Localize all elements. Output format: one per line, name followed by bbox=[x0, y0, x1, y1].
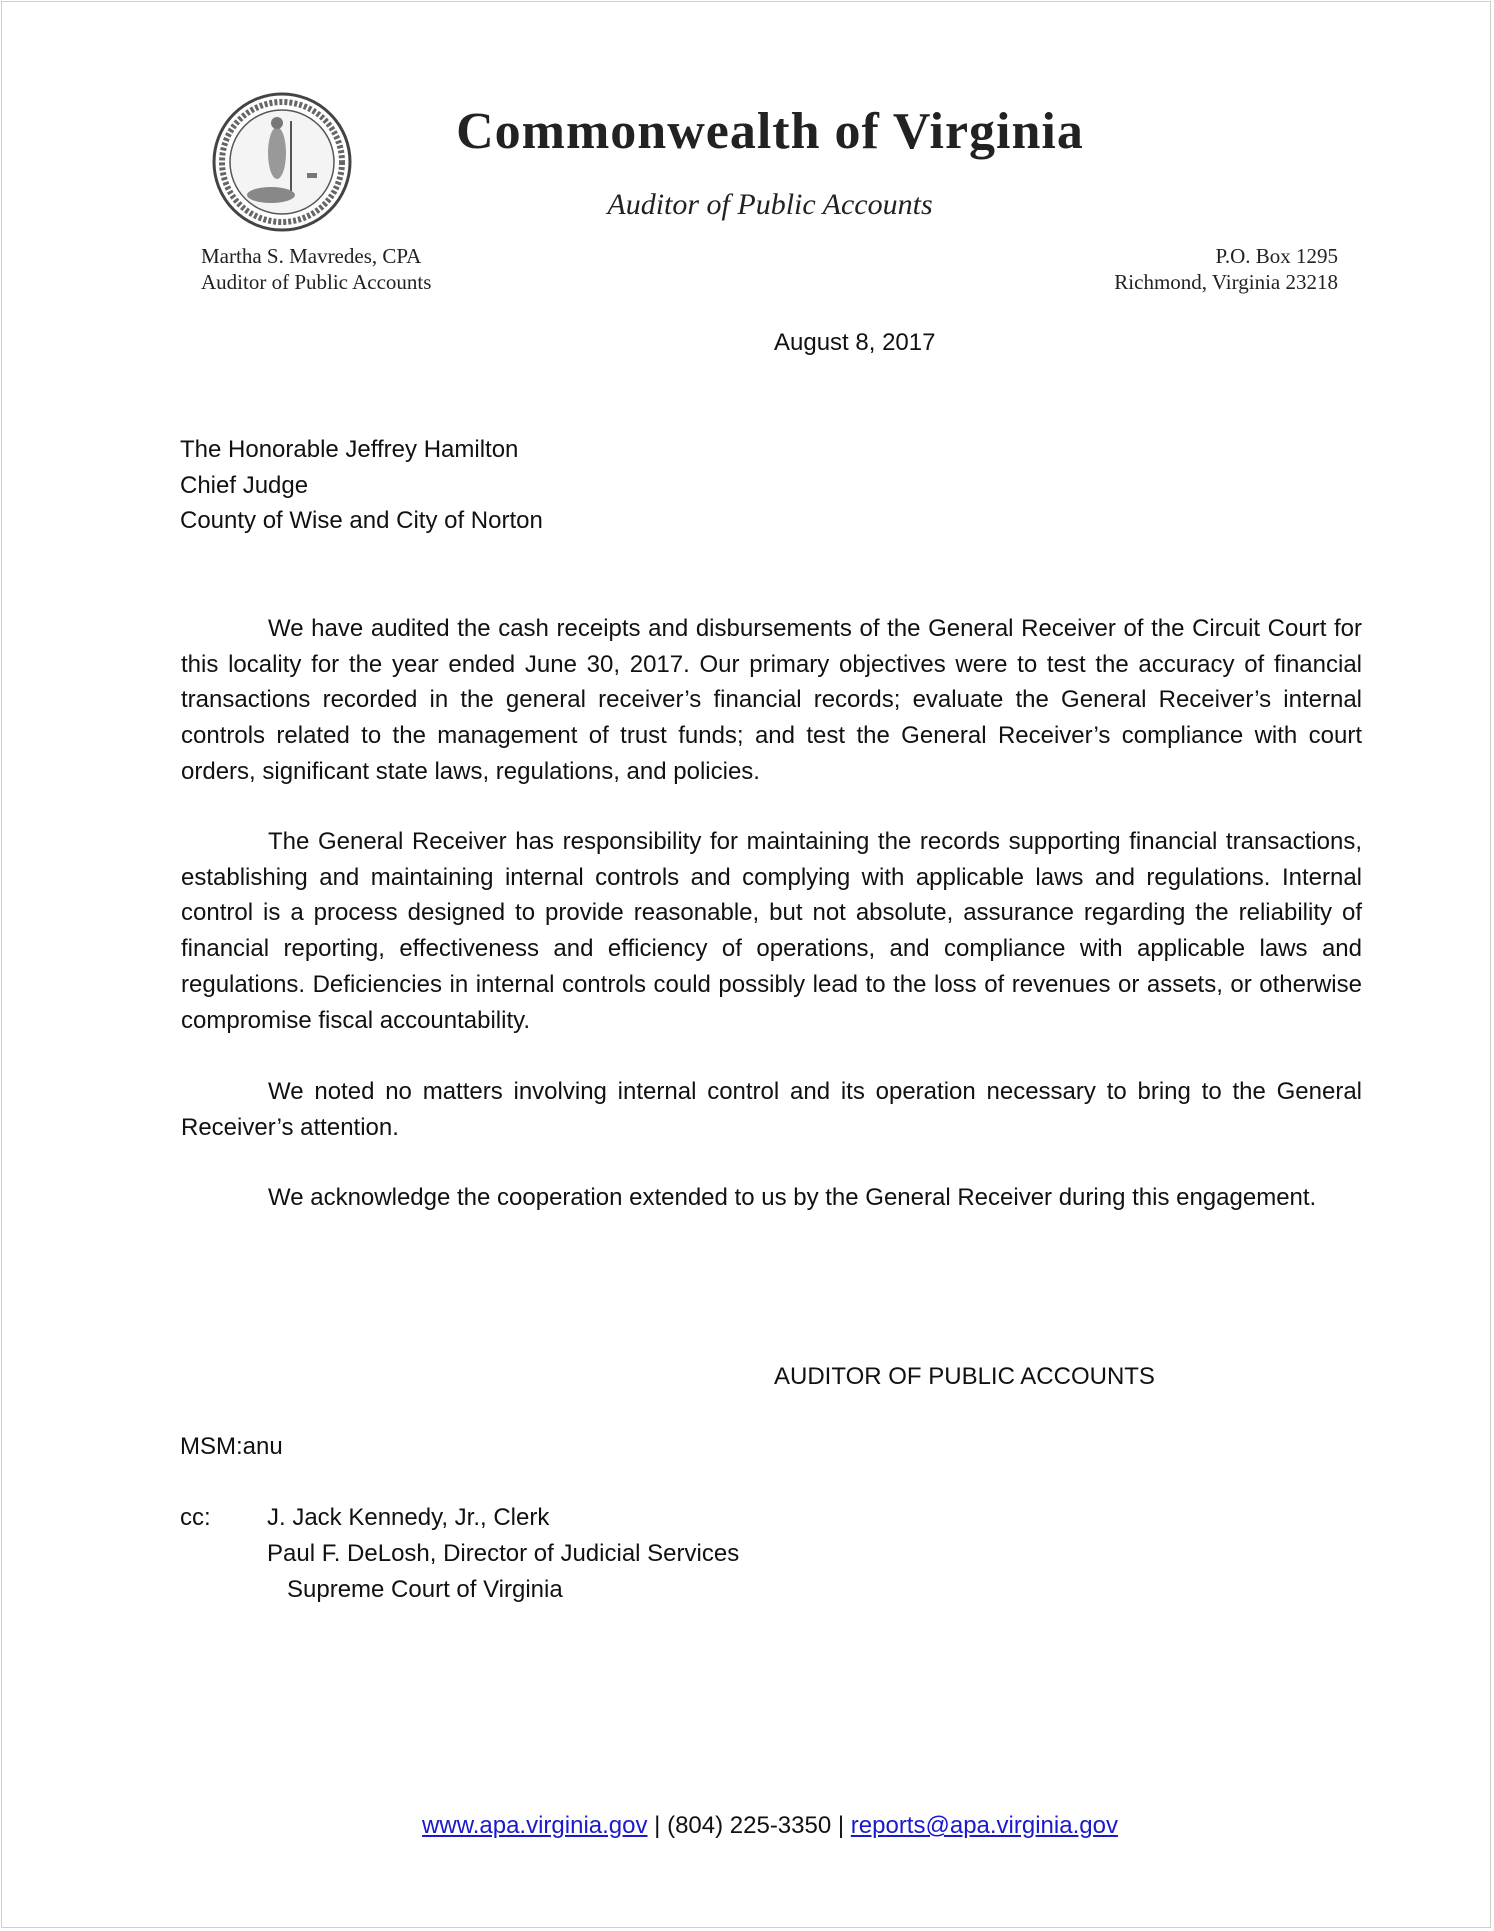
separator: | bbox=[837, 1812, 845, 1839]
letter-page bbox=[1, 1, 1491, 1928]
recipient-name: The Honorable Jeffrey Hamilton bbox=[180, 436, 519, 463]
body-paragraph: We have audited the cash receipts and disbursements of the General Receiver of the Circuit Court for this locality for the year ended June 30, 2017. Our primary objectives were to test the accuracy of financial transactions recorded in the general receiver’s financial records; evaluate the General Receiver’s internal controls related to the management of trust funds; and test the General Receiver’s compliance with court orders, significant state laws, regulations, and policies. bbox=[181, 615, 1362, 785]
auditor-title: Auditor of Public Accounts bbox=[201, 270, 432, 294]
letterhead-title: Commonwealth of Virginia bbox=[456, 103, 1084, 160]
body-paragraph: The General Receiver has responsibility for maintaining the records supporting financial transactions, establishing and maintaining internal controls and complying with applicable laws and regulations. Internal control is a process designed to provide reasonable, but not absolute, assurance regarding the reliability of financial reporting, effectiveness and efficiency of operations, and compliance with applicable laws and regulations. Deficiencies in internal controls could possibly lead to the loss of revenues or assets, or otherwise compromise fiscal accountability. bbox=[181, 828, 1362, 1034]
recipient-title: Chief Judge bbox=[180, 471, 309, 499]
auditor-name: Martha S. Mavredes, CPA bbox=[201, 244, 422, 268]
body-paragraph: We noted no matters involving internal control and its operation necessary to bring to the General Receiver’s attention. bbox=[181, 1078, 1362, 1141]
footer bbox=[2, 1808, 1494, 1844]
recipient-locality: County of Wise and City of Norton bbox=[180, 507, 543, 535]
initials: MSM:anu bbox=[180, 1433, 283, 1460]
cc-recipient: Paul F. DeLosh, Director of Judicial Services bbox=[267, 1540, 740, 1567]
recipient-block bbox=[180, 432, 543, 539]
cc-recipient: Supreme Court of Virginia bbox=[287, 1576, 563, 1603]
signature-line: AUDITOR OF PUBLIC ACCOUNTS bbox=[774, 1363, 1155, 1390]
cc-label: cc: bbox=[180, 1504, 211, 1531]
email-link[interactable]: reports@apa.virginia.gov bbox=[850, 1812, 1118, 1839]
letterhead-subtitle: Auditor of Public Accounts bbox=[607, 188, 933, 221]
address-line: Richmond, Virginia 23218 bbox=[1114, 270, 1338, 294]
separator: | bbox=[654, 1812, 661, 1839]
cc-recipient: J. Jack Kennedy, Jr., Clerk bbox=[267, 1504, 550, 1531]
phone-number: (804) 225-3350 bbox=[667, 1812, 832, 1839]
website-link[interactable]: www.apa.virginia.gov bbox=[422, 1812, 648, 1839]
letter-date: August 8, 2017 bbox=[774, 329, 936, 356]
mailing-address bbox=[1114, 243, 1338, 295]
auditor-block bbox=[201, 243, 431, 295]
body-paragraph: We acknowledge the cooperation extended to us by the General Receiver during this engagement. bbox=[268, 1184, 1317, 1211]
address-line: P.O. Box 1295 bbox=[1215, 244, 1338, 268]
